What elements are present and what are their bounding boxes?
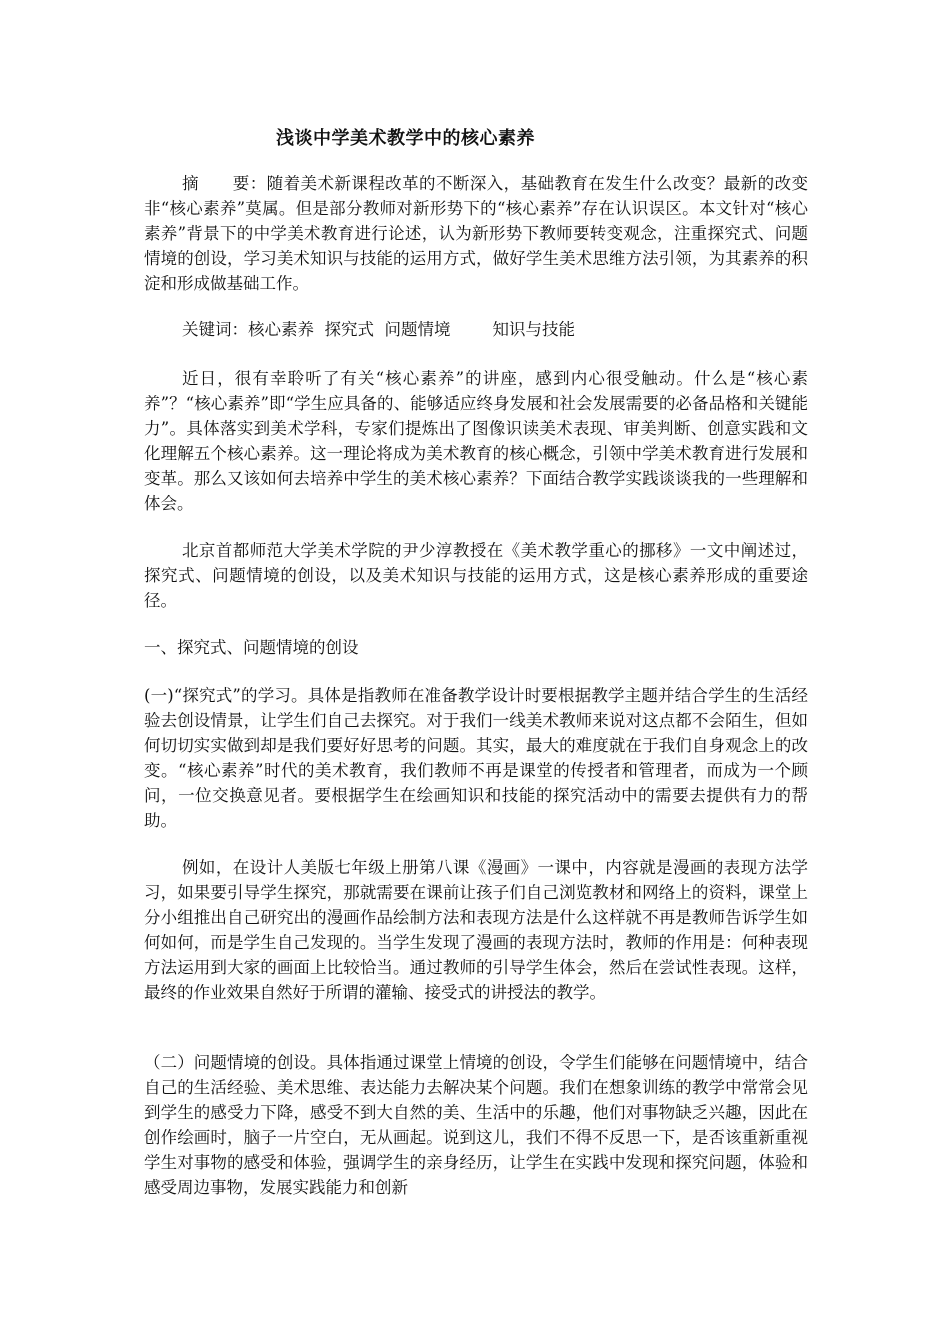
keywords-line: 关键词：核心素养 探究式 问题情境 知识与技能 (182, 320, 575, 339)
body-paragraph-3: (一)“探究式”的学习。具体是指教师在准备教学设计时要根据教学主题并结合学生的生活经验去创设情景，让学生们自己去探究。对于我们一线美术教师来说对这点都不会陌生，但如何切切实实做到却是我们要好好思考的问题。其实，最大的难度就在于我们自身观念上的改变。“核心素养”时代的美术教育，我们教师不再是课堂的传授者和管理者，而成为一个顾问，一位交换意见者。要根据学生在绘画知识和技能的探究活动中的需要去提供有力的帮助。 (144, 686, 808, 830)
body-paragraph-5: （二）问题情境的创设。具体指通过课堂上情境的创设，令学生们能够在问题情境中，结合自己的生活经验、美术思维、表达能力去解决某个问题。我们在想象训练的教学中常常会见到学生的感受力下降，感受不到大自然的美、生活中的乐趣，他们对事物缺乏兴趣，因此在创作绘画时，脑子一片空白，无从画起。说到这儿，我们不得不反思一下，是否该重新重视学生对事物的感受和体验，强调学生的亲身经历，让学生在实践中发现和探究问题，体验和感受周边事物，发展实践能力和创新 (144, 1053, 808, 1197)
abstract-paragraph: 摘 要：随着美术新课程改革的不断深入，基础教育在发生什么改变？最新的改变非“核心素养”莫属。但是部分教师对新形势下的“核心素养”存在认识误区。本文针对“核心素养”背景下的中学美术教育进行论述，认为新形势下教师要转变观念，注重探究式、问题情境的创设，学习美术知识与技能的运用方式，做好学生美术思维方法引领，为其素养的积淀和形成做基础工作。 (144, 174, 808, 293)
document-title: 浅谈中学美术教学中的核心素养 (276, 128, 535, 149)
section-heading-1: 一、探究式、问题情境的创设 (144, 638, 359, 657)
body-paragraph-1: 近日，很有幸聆听了有关“核心素养”的讲座，感到内心很受触动。什么是“核心素养”？“核心素养”即“学生应具备的、能够适应终身发展和社会发展需要的必备品格和关键能力”。具体落实到美术学科，专家们提炼出了图像识读美术表现、审美判断、创意实践和文化理解五个核心素养。这一理论将成为美术教育的核心概念，引领中学美术教育进行发展和变革。那么又该如何去培养中学生的美术核心素养？下面结合教学实践谈谈我的一些理解和体会。 (144, 369, 808, 513)
body-paragraph-4: 例如，在设计人美版七年级上册第八课《漫画》一课中，内容就是漫画的表现方法学习，如果要引导学生探究，那就需要在课前让孩子们自己浏览教材和网络上的资料，课堂上分小组推出自己研究出的漫画作品绘制方法和表现方法是什么这样就不再是教师告诉学生如何如何，而是学生自己发现的。当学生发现了漫画的表现方法时，教师的作用是：何种表现方法运用到大家的画面上比较恰当。通过教师的引导学生体会，然后在尝试性表现。这样，最终的作业效果自然好于所谓的灌输、接受式的讲授法的教学。 (144, 858, 808, 1002)
body-paragraph-2: 北京首都师范大学美术学院的尹少淳教授在《美术教学重心的挪移》一文中阐述过，探究式、问题情境的创设，以及美术知识与技能的运用方式，这是核心素养形成的重要途径。 (144, 541, 808, 610)
